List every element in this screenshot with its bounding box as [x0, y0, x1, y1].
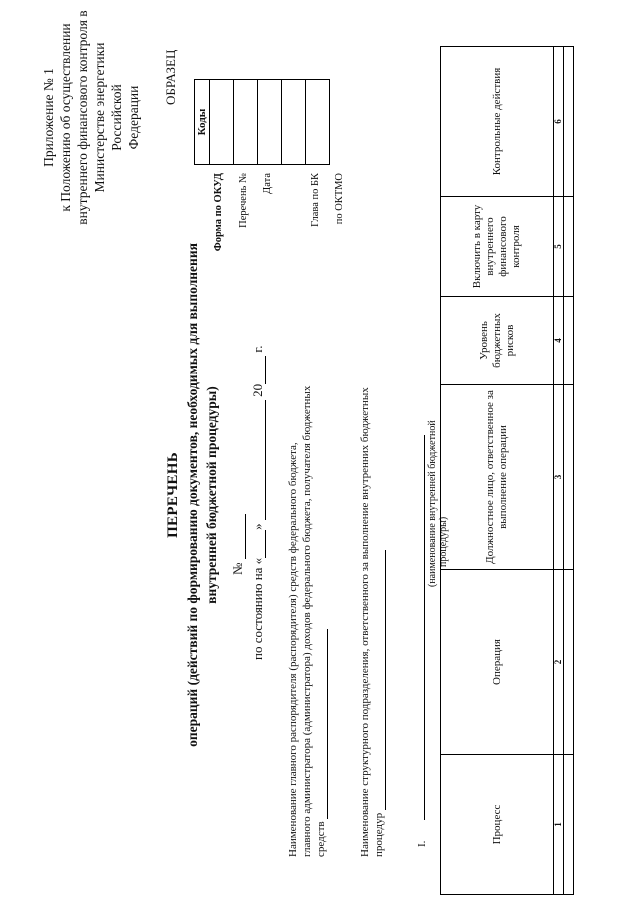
code-cell-bk: [282, 80, 306, 165]
table-cell: [564, 297, 574, 385]
operations-table: [440, 46, 574, 895]
code-cell-list-number: [234, 80, 258, 165]
codes-header: Коды: [195, 80, 210, 165]
col-header-operation: Операция: [441, 570, 554, 755]
col-header-process: Процесс: [441, 755, 554, 895]
table-cell: [564, 197, 574, 297]
section-name-blank: [424, 435, 425, 820]
grbs-line-3-text: средств: [315, 821, 327, 857]
title-subtitle-1: операций (действий по формированию документов, необходимых для выполнения: [185, 243, 200, 747]
sample-label: ОБРАЗЕЦ: [163, 49, 178, 105]
col-header-responsible: Должностное лицо, ответственное за выполнение операции: [441, 385, 554, 570]
document-title: [165, 235, 220, 755]
col-header-risk-level: Уровень бюджетных рисков: [441, 297, 554, 385]
grbs-field: [286, 237, 328, 857]
list-number-blank: [245, 514, 246, 559]
table-cell: [564, 570, 574, 755]
month-blank: [265, 400, 266, 520]
code-cell-okud: [210, 80, 234, 165]
label-date: Дата: [262, 173, 273, 194]
table-header-row: [441, 47, 554, 895]
col-header-control-actions: Контрольные действия: [441, 47, 554, 197]
unit-blank: [385, 550, 386, 810]
grbs-line-2: главного администратора (администратора) доходов федерального бюджета, получателя бюджетных: [301, 385, 313, 857]
section-roman: I.: [416, 840, 428, 847]
col-number: 2: [554, 570, 564, 755]
title-heading: ПЕРЕЧЕНЬ: [165, 452, 181, 538]
col-number: 5: [554, 197, 564, 297]
year-blank: [265, 356, 266, 384]
code-cell-oktmo: [306, 80, 330, 165]
title-subtitle-2: внутренней бюджетной процедуры): [204, 386, 219, 604]
as-of-prefix: по состоянию на «: [250, 557, 265, 660]
day-blank: [265, 530, 266, 558]
grbs-blank: [327, 629, 328, 819]
label-bk: Глава по БК: [310, 173, 321, 227]
col-number: 6: [554, 47, 564, 197]
code-cell-date: [258, 80, 282, 165]
col-number: 4: [554, 297, 564, 385]
label-okud: Форма по ОКУД: [213, 173, 224, 252]
unit-line-2: [372, 237, 386, 857]
table-cell: [564, 385, 574, 570]
appendix-header: [40, 10, 142, 225]
as-of-century: 20: [250, 383, 265, 397]
section-caption-line-2: процедуры): [438, 516, 449, 567]
table-row: [564, 47, 574, 895]
col-header-include-in-map: Включить в карту внутреннего финансового контроля: [441, 197, 554, 297]
label-oktmo: по ОКТМО: [334, 173, 345, 225]
appendix-line: внутреннего финансового контроля в: [75, 10, 90, 225]
unit-line-2-text: процедур: [373, 812, 385, 857]
codes-table: [194, 79, 330, 165]
col-number: 1: [554, 755, 564, 895]
unit-field: [358, 237, 386, 857]
as-of-date-line: [250, 345, 266, 660]
table-cell: [564, 47, 574, 197]
as-of-suffix: г.: [250, 345, 265, 353]
appendix-line: Приложение № 1: [41, 68, 56, 167]
col-number: 3: [554, 385, 564, 570]
grbs-line-1: Наименование главного распорядителя (распорядителя) средств федерального бюджета,: [287, 442, 299, 857]
appendix-line: Министерстве энергетики Российской: [92, 42, 124, 193]
table-number-row: [554, 47, 564, 895]
appendix-line: Федерации: [126, 85, 141, 150]
as-of-quote-close: »: [250, 523, 265, 530]
list-number-line: [230, 514, 246, 575]
label-list-number: Перечень №: [238, 173, 249, 228]
grbs-line-3: [314, 237, 328, 857]
table-cell: [564, 755, 574, 895]
list-number-label: №: [230, 562, 245, 575]
appendix-line: к Положению об осуществлении: [58, 23, 73, 212]
section-caption-line-1: (наименование внутренней бюджетной: [427, 420, 438, 587]
unit-line-1: Наименование структурного подразделения, ответственного за выполнение внутренних бюджетных: [359, 387, 371, 857]
